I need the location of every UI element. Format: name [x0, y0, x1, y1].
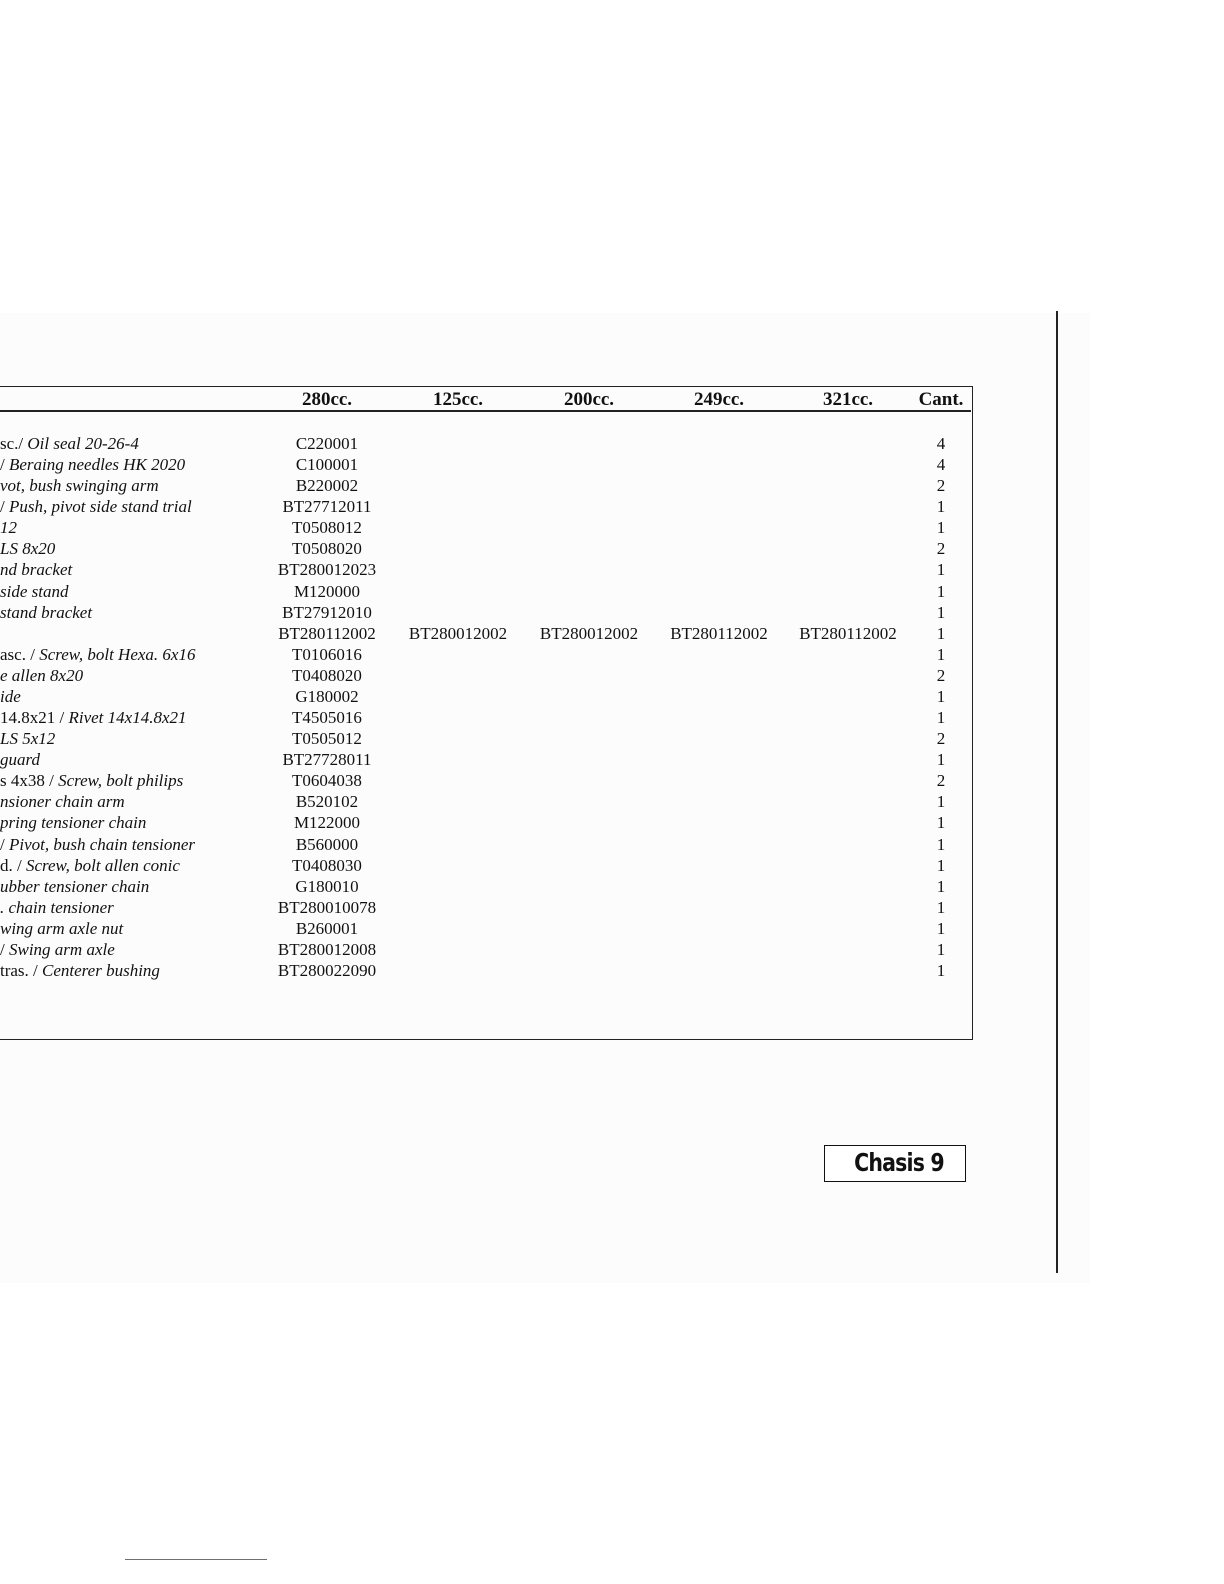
description-es: /	[0, 834, 5, 854]
description-es: /	[0, 939, 5, 959]
table-row	[0, 770, 971, 791]
part-code-280cc: T0508020	[292, 539, 362, 559]
part-code-280cc: T0408030	[292, 855, 362, 875]
part-code-280cc: B520102	[295, 792, 359, 812]
part-code-200cc: BT280012002	[539, 623, 639, 643]
quantity: 1	[936, 686, 946, 706]
part-description	[0, 749, 262, 770]
part-code-280cc: BT280022090	[277, 961, 377, 980]
description-en: Pivot, bush chain tensioner	[8, 834, 196, 854]
part-code-280cc: BT280012023	[277, 560, 377, 580]
table-row	[0, 623, 971, 644]
quantity: 1	[936, 708, 946, 728]
table-row	[0, 939, 971, 960]
table-row	[0, 644, 971, 665]
quantity: 1	[936, 834, 946, 854]
part-description	[0, 517, 262, 538]
description-es: d. /	[0, 855, 22, 875]
header-249cc: 249cc.	[693, 389, 745, 410]
part-description	[0, 433, 262, 454]
header-200cc: 200cc.	[563, 389, 615, 410]
table-row	[0, 876, 971, 897]
description-en: pring tensioner chain	[0, 813, 147, 833]
quantity: 2	[936, 539, 946, 559]
part-description	[0, 707, 262, 728]
part-code-321cc: BT280112002	[799, 623, 897, 643]
table-row	[0, 665, 971, 686]
quantity: 2	[936, 729, 946, 749]
part-code-280cc: BT280010078	[277, 897, 377, 917]
table-row	[0, 897, 971, 918]
quantity: 2	[936, 476, 946, 496]
quantity: 1	[936, 897, 946, 917]
part-code-280cc: BT280012008	[277, 939, 377, 959]
part-description	[0, 686, 262, 707]
quantity: 1	[936, 644, 946, 664]
table-row	[0, 834, 971, 855]
page-edge-line	[1056, 311, 1058, 1273]
table-row	[0, 496, 971, 517]
section-label-box	[824, 1145, 966, 1182]
part-description	[0, 834, 262, 855]
part-description	[0, 602, 262, 623]
part-code-280cc: T0505012	[292, 729, 362, 749]
description-es: /	[0, 497, 5, 517]
quantity: 1	[936, 961, 946, 980]
quantity: 1	[936, 918, 946, 938]
table-row	[0, 686, 971, 707]
part-code-280cc: B560000	[295, 834, 359, 854]
part-description	[0, 559, 262, 580]
description-es: sc./	[0, 434, 24, 453]
table-row	[0, 454, 971, 475]
table-row	[0, 749, 971, 770]
table-row	[0, 707, 971, 728]
part-code-280cc: T0106016	[292, 644, 362, 664]
footer-line	[125, 1559, 267, 1560]
part-code-280cc: T0408020	[292, 665, 362, 685]
description-en: LS 5x12	[0, 729, 56, 749]
part-code-280cc: M120000	[293, 581, 361, 601]
description-en: guard	[0, 750, 40, 770]
section-label: Chasis 9	[854, 1148, 944, 1177]
part-description	[0, 812, 262, 833]
quantity: 1	[936, 813, 946, 833]
description-es: s 4x38 /	[0, 771, 54, 791]
quantity: 1	[936, 581, 946, 601]
table-row	[0, 728, 971, 749]
part-code-280cc: BT280112002	[278, 623, 376, 643]
description-es: 14.8x21 /	[0, 708, 65, 728]
quantity: 1	[936, 939, 946, 959]
part-code-280cc: M122000	[293, 813, 361, 833]
table-row	[0, 475, 971, 496]
description-es: asc. /	[0, 644, 35, 664]
part-description	[0, 770, 262, 791]
description-en: 12	[0, 518, 17, 538]
part-description	[0, 644, 262, 665]
description-en: Screw, bolt Hexa. 6x16	[39, 644, 196, 664]
description-en: . chain tensioner	[0, 897, 114, 917]
part-code-280cc: T0508012	[292, 518, 362, 538]
part-code-280cc: B220002	[295, 476, 359, 496]
quantity: 1	[936, 855, 946, 875]
quantity: 2	[936, 771, 946, 791]
description-en: e allen 8x20	[0, 665, 84, 685]
header-321cc: 321cc.	[822, 389, 874, 410]
table-row	[0, 581, 971, 602]
part-description	[0, 454, 262, 475]
part-description	[0, 538, 262, 559]
description-en: stand bracket	[0, 602, 93, 622]
part-code-280cc: BT27712011	[282, 497, 372, 517]
part-code-280cc: C100001	[295, 455, 359, 475]
quantity: 1	[936, 602, 946, 622]
quantity: 1	[936, 750, 946, 770]
description-en: ide	[0, 686, 21, 706]
table-row	[0, 433, 971, 454]
part-code-280cc: C220001	[295, 434, 359, 453]
description-en: ubber tensioner chain	[0, 876, 150, 896]
part-description	[0, 918, 262, 939]
description-en: vot, bush swinging arm	[0, 476, 159, 496]
description-en: Screw, bolt allen conic	[25, 855, 180, 875]
description-en: wing arm axle nut	[0, 918, 124, 938]
part-description	[0, 728, 262, 749]
part-code-249cc: BT280112002	[670, 623, 768, 643]
table-row	[0, 812, 971, 833]
header-280cc: 280cc.	[301, 389, 353, 410]
description-en: Oil seal 20-26-4	[27, 434, 139, 453]
description-en: nd bracket	[0, 560, 73, 580]
part-code-280cc: T0604038	[292, 771, 362, 791]
quantity: 1	[936, 623, 946, 643]
part-code-280cc: BT27728011	[282, 750, 372, 770]
table-row	[0, 855, 971, 876]
part-description	[0, 475, 262, 496]
description-en: LS 8x20	[0, 539, 56, 559]
description-en: Centerer bushing	[42, 961, 160, 980]
description-es: tras. /	[0, 961, 38, 980]
part-description	[0, 876, 262, 897]
quantity: 1	[936, 497, 946, 517]
description-en: side stand	[0, 581, 69, 601]
quantity: 1	[936, 560, 946, 580]
table-row	[0, 960, 971, 981]
description-en: Swing arm axle	[8, 939, 115, 959]
description-en: Rivet 14x14.8x21	[68, 708, 187, 728]
table-row	[0, 517, 971, 538]
part-code-125cc: BT280012002	[408, 623, 508, 643]
table-row	[0, 791, 971, 812]
header-125cc: 125cc.	[432, 389, 484, 410]
quantity: 1	[936, 518, 946, 538]
table-row	[0, 918, 971, 939]
part-description	[0, 855, 262, 876]
part-description	[0, 897, 262, 918]
part-code-280cc: T4505016	[292, 708, 362, 728]
quantity: 4	[936, 434, 946, 453]
table-row	[0, 538, 971, 559]
description-es: /	[0, 455, 5, 475]
description-en: nsioner chain arm	[0, 792, 125, 812]
description-en: Push, pivot side stand trial	[8, 497, 192, 517]
part-description	[0, 496, 262, 517]
table-row	[0, 559, 971, 580]
description-en: Screw, bolt philips	[58, 771, 184, 791]
part-description	[0, 939, 262, 960]
quantity: 4	[936, 455, 946, 475]
part-code-280cc: G180010	[295, 876, 359, 896]
part-code-280cc: BT27912010	[282, 602, 372, 622]
part-description	[0, 791, 262, 812]
part-description	[0, 960, 262, 981]
part-description	[0, 665, 262, 686]
quantity: 2	[936, 665, 946, 685]
part-description	[0, 581, 262, 602]
table-row	[0, 602, 971, 623]
header-quantity: Cant.	[918, 389, 964, 410]
part-code-280cc: B260001	[295, 918, 359, 938]
part-code-280cc: G180002	[295, 686, 359, 706]
description-en: Beraing needles HK 2020	[8, 455, 186, 475]
quantity: 1	[936, 792, 946, 812]
quantity: 1	[936, 876, 946, 896]
